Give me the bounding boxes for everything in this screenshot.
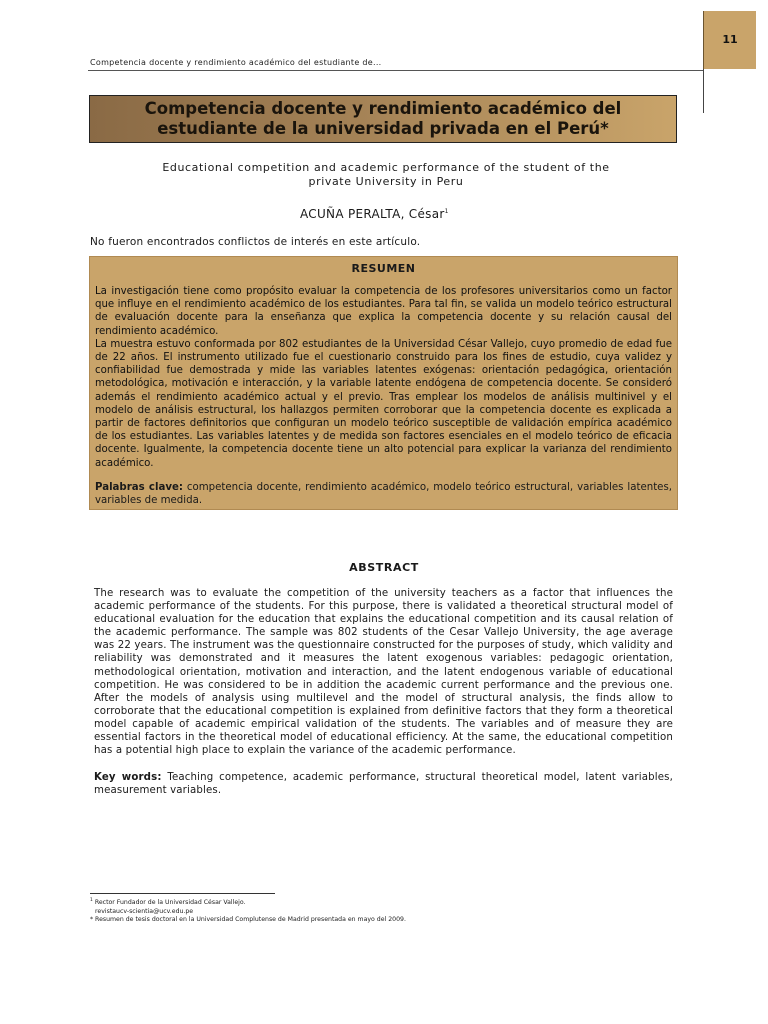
resumen-body: La investigación tiene como propósito evaluar la competencia de los profesores universitarios como un factor que influye en el rendimiento académico de los estudiantes. Para tal fin, se valida un modelo teórico estructural de evaluación docente para la enseñanza que explica la competencia docente y su relación causal del rendimiento académico. La muestra estuvo conformada por 802 estudiantes de la Universidad César Vallejo, cuyo promedio de edad fue de 22 años. El instrumento utilizado fue el cuestionario construido para los fines de estudio, cuya validez y confiabilidad fue demostrada y mide las variables latentes exógenas: orientación pedagógica, orientación metodológica, motivación e interacción, y la variable latente endógena de competencia docente. Se consideró además el rendimiento académico actual y el previo. Tras emplear los modelos de análisis multinivel y el modelo de análisis estructural, los hallazgos permiten corroborar que la competencia docente es explicada a partir de factores definitorios que configuran un modelo teórico susceptible de validación empírica académico de los estudiantes. Las variables latentes y de medida son factores esenciales en el modelo teórico de eficacia docente. Igualmente, la competencia docente tiene un alto potencial para explicar la varianza del rendimiento académico. <box>95 286 672 469</box>
article-title <box>145 99 622 139</box>
abstract-keywords-label: Key words: <box>94 772 162 784</box>
title-line-2: estudiante de la universidad privada en el Perú* <box>157 119 609 138</box>
resumen-box <box>89 256 678 510</box>
resumen-heading: RESUMEN <box>351 262 416 275</box>
author <box>300 207 449 221</box>
page-number: 11 <box>703 11 756 69</box>
resumen-keywords-text: competencia docente, rendimiento académico, modelo teórico estructural, variables latentes, variables de medida. <box>95 481 672 507</box>
footnote-1-email: revistaucv-scientia@ucv.edu.pe <box>95 907 194 915</box>
resumen-keywords <box>95 481 672 507</box>
page-tab-rule <box>703 69 704 113</box>
english-title-line-1: Educational competition and academic performance of the student of the <box>162 161 610 174</box>
abstract-body: The research was to evaluate the competition of the university teachers as a factor that influences the academic performance of the students. For this purpose, there is validated a theoretical structural model of educational evaluation for the education that explains the educational competition and its causal relation of the academic performance. The sample was 802 students of the Cesar Vallejo University, the age average was 22 years. The instrument was the questionnaire constructed for the purposes of study, which validity and reliability was demonstrated and it measures the latent exogenous variables: pedagogic orientation, methodological orientation, motivation and interaction, and the latent endogenous variable of educational competition. He was considered to be in addition the academic current performance and the previous one. After the models of analysis using multilevel and the model of structural analysis, the finds allow to corroborate that the educational competition is explained from definitive factors that they form a theoretical model capable of academic empirical validation of the students. The variables and of measure they are essential factors in the theoretical model of educational efficiency. At the same, the educational competition has a potential high place to explain the variance of the academic performance. <box>94 588 673 757</box>
footnote-1-mark: 1 <box>90 898 93 903</box>
abstract-keywords-text: Teaching competence, academic performance, structural theoretical model, latent variables, measurement variables. <box>94 772 673 797</box>
footnote-divider <box>90 893 275 894</box>
resumen-keywords-label: Palabras clave: <box>95 481 183 493</box>
footnote-1 <box>90 897 406 908</box>
title-line-1: Competencia docente y rendimiento académico del <box>144 99 622 118</box>
author-footnote-mark: 1 <box>444 208 449 215</box>
footnote-1-text: Rector Fundador de la Universidad César Vallejo. <box>92 899 246 907</box>
header-divider <box>88 70 703 71</box>
conflict-statement: No fueron encontrados conflictos de interés en este artículo. <box>90 236 421 248</box>
abstract-section <box>94 587 673 797</box>
footnotes <box>90 897 406 925</box>
abstract-heading: ABSTRACT <box>349 561 419 574</box>
title-box <box>89 95 677 143</box>
abstract-keywords <box>94 771 673 797</box>
english-title-line-2: private University in Peru <box>308 175 464 188</box>
running-head: Competencia docente y rendimiento académico del estudiante de... <box>90 58 382 67</box>
author-name: ACUÑA PERALTA, César <box>300 207 445 221</box>
footnote-2: * Resumen de tesis doctoral en la Universidad Complutense de Madrid presentada en mayo del 2009. <box>90 916 406 924</box>
english-title <box>120 161 652 189</box>
